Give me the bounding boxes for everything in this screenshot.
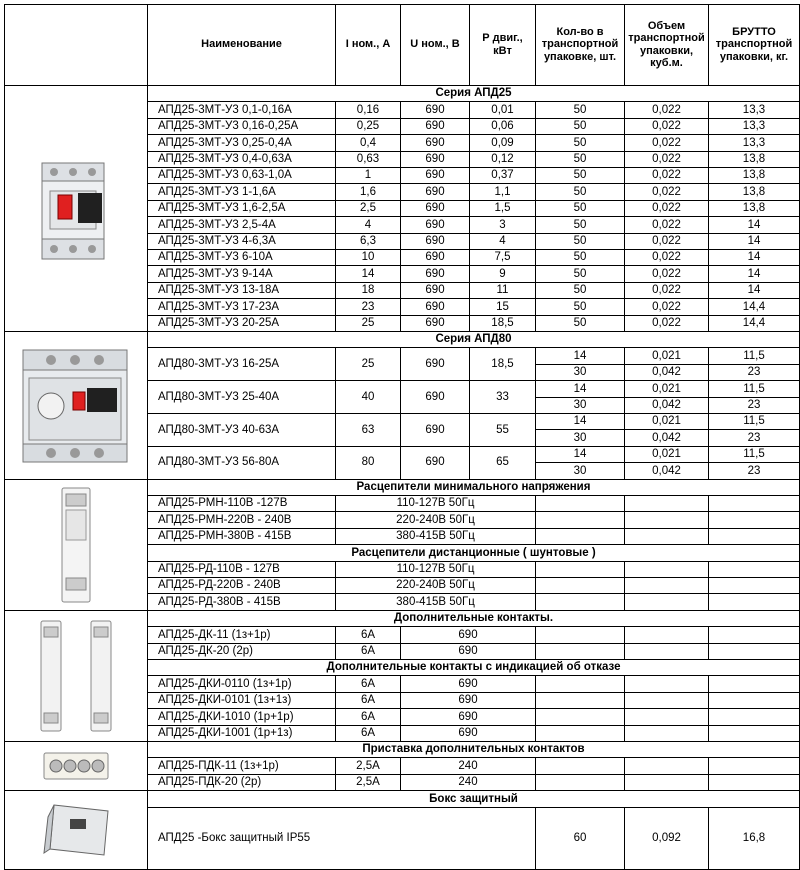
table-cell-gross: 14 (709, 217, 800, 233)
table-cell-qty (536, 758, 625, 774)
table-cell-qty (536, 562, 625, 578)
table-cell-name: АПД25-РД-220В - 240В (148, 578, 336, 594)
table-cell-name: АПД25-ДКИ-0101 (1з+1з) (148, 693, 336, 709)
table-cell-gross (709, 726, 800, 742)
table-cell-i: 80 (336, 447, 401, 480)
table-cell-volume: 0,021 (625, 381, 709, 397)
table-cell-p: 1,1 (470, 184, 536, 200)
header-image-col (4, 4, 148, 86)
table-cell-volume (625, 709, 709, 725)
table-cell-volume: 0,021 (625, 348, 709, 364)
table-cell-u: 690 (401, 693, 536, 709)
table-cell-name: АПД25-3МТ-У3 20-25А (148, 316, 336, 332)
table-cell-gross: 13,8 (709, 168, 800, 184)
table-cell-gross: 23 (709, 365, 800, 381)
table-cell-gross: 14,4 (709, 299, 800, 315)
table-cell-u: 690 (401, 627, 536, 643)
table-cell-u: 690 (401, 201, 470, 217)
table-cell-qty (536, 496, 625, 512)
table-cell-p: 33 (470, 381, 536, 414)
table-cell-name: АПД25-3МТ-У3 0,1-0,16А (148, 102, 336, 118)
table-cell-name: АПД25-3МТ-У3 0,16-0,25А (148, 119, 336, 135)
table-cell-i: 40 (336, 381, 401, 414)
table-cell-qty (536, 693, 625, 709)
table-cell-gross: 13,3 (709, 135, 800, 151)
table-cell-u: 690 (401, 217, 470, 233)
table-cell-name: АПД25-ПДК-11 (1з+1р) (148, 758, 336, 774)
table-cell-i: 2,5 (336, 201, 401, 217)
table-cell-gross: 14 (709, 266, 800, 282)
table-cell-u: 690 (401, 348, 470, 381)
table-cell-i: 63 (336, 414, 401, 447)
table-cell-name: АПД25-3МТ-У3 0,4-0,63А (148, 152, 336, 168)
table-cell-p: 4 (470, 234, 536, 250)
table-cell-gross (709, 775, 800, 791)
table-cell-gross: 11,5 (709, 348, 800, 364)
table-cell-name: АПД25-3МТ-У3 17-23А (148, 299, 336, 315)
table-cell-qty (536, 512, 625, 528)
table-cell-name: АПД25-РД-110В - 127В (148, 562, 336, 578)
table-cell-p: 0,09 (470, 135, 536, 151)
table-cell-u: 690 (401, 709, 536, 725)
table-cell-volume: 0,042 (625, 430, 709, 446)
table-cell-gross (709, 529, 800, 545)
section-title: Приставка дополнительных контактов (148, 742, 800, 758)
dk-product-image (4, 611, 148, 742)
table-cell-qty: 14 (536, 381, 625, 397)
table-cell-qty: 14 (536, 348, 625, 364)
table-cell-volume: 0,022 (625, 299, 709, 315)
table-cell-voltage: 380-415В 50Гц (336, 529, 536, 545)
table-cell-gross: 23 (709, 463, 800, 479)
table-cell-volume: 0,022 (625, 283, 709, 299)
table-cell-volume (625, 578, 709, 594)
table-cell-gross: 23 (709, 430, 800, 446)
section-title: Серия АПД25 (148, 86, 800, 102)
header-volume: Объем транспортной упаковки, куб.м. (625, 4, 709, 86)
table-cell-p: 65 (470, 447, 536, 480)
table-cell-name: АПД80-3МТ-У3 25-40А (148, 381, 336, 414)
table-cell-u: 690 (401, 250, 470, 266)
table-cell-qty: 50 (536, 250, 625, 266)
table-cell-i: 1,6 (336, 184, 401, 200)
table-cell-volume (625, 676, 709, 692)
table-cell-gross: 16,8 (709, 808, 800, 870)
table-cell-name: АПД25-3МТ-У3 9-14А (148, 266, 336, 282)
table-cell-volume (625, 529, 709, 545)
table-cell-qty: 50 (536, 316, 625, 332)
table-cell-volume: 0,022 (625, 184, 709, 200)
table-cell-volume: 0,021 (625, 447, 709, 463)
table-cell-volume (625, 726, 709, 742)
table-cell-qty: 50 (536, 266, 625, 282)
table-cell-name: АПД25-3МТ-У3 1,6-2,5А (148, 201, 336, 217)
table-cell-volume: 0,022 (625, 135, 709, 151)
table-cell-volume: 0,042 (625, 365, 709, 381)
table-cell-voltage: 220-240В 50Гц (336, 578, 536, 594)
apd80-image-icon (11, 340, 141, 470)
table-cell-volume (625, 496, 709, 512)
table-cell-qty (536, 709, 625, 725)
section-title: Дополнительные контакты. (148, 611, 800, 627)
table-cell-volume: 0,022 (625, 119, 709, 135)
table-cell-u: 690 (401, 283, 470, 299)
table-cell-i: 0,16 (336, 102, 401, 118)
box-product-image (4, 791, 148, 870)
table-cell-p: 15 (470, 299, 536, 315)
table-cell-u: 690 (401, 184, 470, 200)
table-cell-qty (536, 529, 625, 545)
table-cell-name: АПД25-3МТ-У3 13-18А (148, 283, 336, 299)
table-cell-qty (536, 578, 625, 594)
table-cell-voltage: 380-415В 50Гц (336, 594, 536, 610)
table-cell-qty: 50 (536, 299, 625, 315)
table-cell-gross (709, 644, 800, 660)
table-cell-p: 0,06 (470, 119, 536, 135)
table-cell-gross: 13,3 (709, 119, 800, 135)
header-name: Наименование (148, 4, 336, 86)
pdk-image-icon (26, 749, 126, 783)
table-cell-gross (709, 562, 800, 578)
table-cell-p: 0,12 (470, 152, 536, 168)
table-cell-voltage: 110-127В 50Гц (336, 562, 536, 578)
table-cell-i: 18 (336, 283, 401, 299)
table-cell-volume: 0,092 (625, 808, 709, 870)
table-cell-u: 690 (401, 414, 470, 447)
table-cell-gross: 14,4 (709, 316, 800, 332)
table-cell-i: 6А (336, 627, 401, 643)
apd80-product-image (4, 332, 148, 480)
table-cell-volume: 0,021 (625, 414, 709, 430)
table-cell-i: 25 (336, 348, 401, 381)
table-cell-volume: 0,042 (625, 398, 709, 414)
table-cell-p: 7,5 (470, 250, 536, 266)
table-cell-qty: 50 (536, 152, 625, 168)
table-cell-gross: 13,8 (709, 184, 800, 200)
table-cell-name: АПД25-ДК-20 (2р) (148, 644, 336, 660)
table-cell-u: 690 (401, 676, 536, 692)
table-cell-u: 240 (401, 758, 536, 774)
table-cell-qty: 50 (536, 135, 625, 151)
table-cell-p: 3 (470, 217, 536, 233)
table-cell-name: АПД25-ДК-11 (1з+1р) (148, 627, 336, 643)
table-cell-u: 690 (401, 266, 470, 282)
table-cell-u: 690 (401, 152, 470, 168)
header-qty: Кол-во в транспортной упаковке, шт. (536, 4, 625, 86)
table-cell-gross (709, 627, 800, 643)
table-cell-volume: 0,022 (625, 250, 709, 266)
header-u-nom: U ном., В (401, 4, 470, 86)
header-i-nom: I ном., А (336, 4, 401, 86)
table-cell-i: 23 (336, 299, 401, 315)
table-cell-name: АПД80-3МТ-У3 40-63А (148, 414, 336, 447)
table-cell-gross (709, 512, 800, 528)
table-cell-volume: 0,022 (625, 102, 709, 118)
table-cell-u: 690 (401, 234, 470, 250)
table-cell-gross: 13,8 (709, 201, 800, 217)
table-cell-qty (536, 676, 625, 692)
table-cell-u: 690 (401, 168, 470, 184)
table-cell-gross (709, 709, 800, 725)
header-p-dvig: Р двиг., кВт (470, 4, 536, 86)
table-cell-volume (625, 775, 709, 791)
table-cell-u: 690 (401, 102, 470, 118)
table-cell-name: АПД25-3МТ-У3 0,63-1,0А (148, 168, 336, 184)
table-cell-name: АПД25-3МТ-У3 4-6,3А (148, 234, 336, 250)
table-cell-voltage: 110-127В 50Гц (336, 496, 536, 512)
table-cell-i: 0,4 (336, 135, 401, 151)
table-cell-gross: 23 (709, 398, 800, 414)
table-cell-u: 690 (401, 381, 470, 414)
table-cell-gross: 13,3 (709, 102, 800, 118)
table-cell-p: 55 (470, 414, 536, 447)
table-cell-p: 11 (470, 283, 536, 299)
section-title: Бокс защитный (148, 791, 800, 807)
table-cell-p: 18,5 (470, 348, 536, 381)
table-cell-i: 6А (336, 709, 401, 725)
table-cell-volume (625, 758, 709, 774)
table-cell-volume: 0,022 (625, 234, 709, 250)
table-cell-gross: 11,5 (709, 414, 800, 430)
table-cell-i: 10 (336, 250, 401, 266)
table-cell-gross (709, 676, 800, 692)
table-cell-gross: 11,5 (709, 381, 800, 397)
table-cell-u: 690 (401, 316, 470, 332)
table-cell-name: АПД25-ДКИ-1010 (1р+1р) (148, 709, 336, 725)
table-cell-gross: 14 (709, 250, 800, 266)
section-title: Дополнительные контакты с индикацией об отказе (148, 660, 800, 676)
table-cell-p: 18,5 (470, 316, 536, 332)
table-cell-volume: 0,042 (625, 463, 709, 479)
table-cell-gross (709, 578, 800, 594)
table-cell-qty (536, 775, 625, 791)
table-cell-qty: 50 (536, 234, 625, 250)
table-cell-u: 690 (401, 447, 470, 480)
table-cell-name: АПД25-РМН-110В -127В (148, 496, 336, 512)
table-cell-i: 4 (336, 217, 401, 233)
table-cell-gross (709, 693, 800, 709)
table-cell-name: АПД25-РД-380В - 415В (148, 594, 336, 610)
table-cell-name: АПД25-РМН-220В - 240В (148, 512, 336, 528)
pdk-product-image (4, 742, 148, 791)
table-cell-qty (536, 644, 625, 660)
table-cell-i: 0,25 (336, 119, 401, 135)
apd25-image-icon (20, 149, 132, 269)
table-cell-i: 6,3 (336, 234, 401, 250)
table-cell-volume: 0,022 (625, 152, 709, 168)
rmn-product-image (4, 480, 148, 611)
table-cell-i: 14 (336, 266, 401, 282)
table-cell-i: 2,5А (336, 758, 401, 774)
table-cell-gross (709, 496, 800, 512)
table-cell-qty: 50 (536, 119, 625, 135)
rmn-image-icon (46, 482, 106, 607)
table-cell-qty: 30 (536, 463, 625, 479)
table-cell-u: 690 (401, 726, 536, 742)
table-cell-qty: 50 (536, 184, 625, 200)
table-cell-name: АПД25 -Бокс защитный IP55 (148, 808, 536, 870)
table-cell-name: АПД80-3МТ-У3 16-25А (148, 348, 336, 381)
table-cell-name: АПД25-3МТ-У3 2,5-4А (148, 217, 336, 233)
table-cell-qty: 14 (536, 414, 625, 430)
table-cell-i: 2,5А (336, 775, 401, 791)
table-cell-name: АПД25-3МТ-У3 0,25-0,4А (148, 135, 336, 151)
table-cell-u: 690 (401, 119, 470, 135)
table-cell-gross: 13,8 (709, 152, 800, 168)
table-cell-name: АПД25-ДКИ-1001 (1р+1з) (148, 726, 336, 742)
table-cell-name: АПД25-РМН-380В - 415В (148, 529, 336, 545)
table-cell-i: 6А (336, 726, 401, 742)
table-cell-p: 9 (470, 266, 536, 282)
table-cell-qty: 30 (536, 430, 625, 446)
dk-image-icon (21, 613, 131, 738)
apd25-product-image (4, 86, 148, 332)
table-cell-gross: 14 (709, 234, 800, 250)
table-cell-volume: 0,022 (625, 168, 709, 184)
header-gross: БРУТТО транспортной упаковки, кг. (709, 4, 800, 86)
table-cell-qty: 50 (536, 283, 625, 299)
table-cell-name: АПД25-3МТ-У3 6-10А (148, 250, 336, 266)
table-cell-voltage: 220-240В 50Гц (336, 512, 536, 528)
table-cell-volume: 0,022 (625, 201, 709, 217)
table-cell-gross: 11,5 (709, 447, 800, 463)
table-cell-qty (536, 726, 625, 742)
table-cell-i: 6А (336, 693, 401, 709)
table-cell-qty: 14 (536, 447, 625, 463)
table-cell-p: 0,37 (470, 168, 536, 184)
table-cell-volume: 0,022 (625, 266, 709, 282)
table-cell-i: 6А (336, 644, 401, 660)
table-cell-qty: 60 (536, 808, 625, 870)
table-cell-qty (536, 627, 625, 643)
table-cell-qty (536, 594, 625, 610)
table-cell-qty: 50 (536, 168, 625, 184)
table-cell-volume (625, 627, 709, 643)
table-cell-volume (625, 562, 709, 578)
table-cell-qty: 30 (536, 398, 625, 414)
table-cell-qty: 30 (536, 365, 625, 381)
table-cell-volume (625, 693, 709, 709)
table-cell-name: АПД25-ДКИ-0110 (1з+1р) (148, 676, 336, 692)
section-title: Расцепители дистанционные ( шунтовые ) (148, 545, 800, 561)
table-cell-gross (709, 758, 800, 774)
section-title: Серия АПД80 (148, 332, 800, 348)
table-cell-volume: 0,022 (625, 316, 709, 332)
table-cell-i: 0,63 (336, 152, 401, 168)
box-image-icon (26, 801, 126, 859)
table-cell-gross (709, 594, 800, 610)
section-title: Расцепители минимального напряжения (148, 480, 800, 496)
table-cell-volume (625, 512, 709, 528)
table-cell-name: АПД80-3МТ-У3 56-80А (148, 447, 336, 480)
table-cell-gross: 14 (709, 283, 800, 299)
table-cell-i: 25 (336, 316, 401, 332)
table-cell-qty: 50 (536, 201, 625, 217)
table-cell-name: АПД25-3МТ-У3 1-1,6А (148, 184, 336, 200)
table-cell-u: 690 (401, 299, 470, 315)
table-cell-u: 690 (401, 135, 470, 151)
table-cell-name: АПД25-ПДК-20 (2р) (148, 775, 336, 791)
table-cell-qty: 50 (536, 217, 625, 233)
table-cell-qty: 50 (536, 102, 625, 118)
table-cell-volume (625, 594, 709, 610)
table-cell-p: 0,01 (470, 102, 536, 118)
table-cell-i: 1 (336, 168, 401, 184)
table-cell-volume: 0,022 (625, 217, 709, 233)
table-cell-p: 1,5 (470, 201, 536, 217)
table-cell-u: 240 (401, 775, 536, 791)
table-cell-i: 6А (336, 676, 401, 692)
table-cell-volume (625, 644, 709, 660)
table-cell-u: 690 (401, 644, 536, 660)
